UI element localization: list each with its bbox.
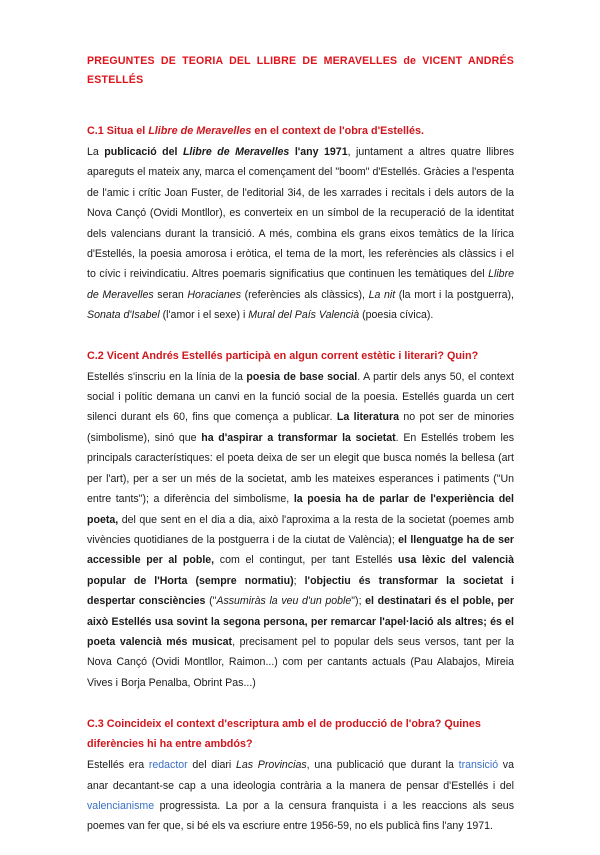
q3-text: , una publicació que durant la bbox=[306, 759, 459, 772]
question-2-answer bbox=[87, 367, 514, 694]
question-1-answer bbox=[87, 142, 514, 326]
document-page bbox=[87, 52, 514, 855]
q1-italic: Sonata d'Isabel bbox=[87, 309, 160, 322]
q1-text: , juntament a altres quatre llibres apareguts el mateix any, marca el començament del "boom" d'Estellés. Gràcies a l'espenta de l'amic i crític Joan Fuster, de l'editorial 3i4, de les xarrades i recitals i dels autors de la Nova Cançó (Ovidi Montllor), es converteix en un símbol de la recuperació de la identitat dels valencians durant la transició. A més, combina els grans eixos temàtics de la lírica d'Estellés, la poesia amorosa i eròtica, el tema de la mort, les referències als clàssics i el to cívic i reivindicatiu. Altres poemaris significatius que continuen les temàtiques del bbox=[87, 146, 515, 281]
document-title: PREGUNTES DE TEORIA DEL LLIBRE DE MERAVELLES de VICENT ANDRÉS ESTELLÉS bbox=[87, 55, 514, 86]
q1-italic: Mural del País Valencià bbox=[248, 309, 360, 322]
valencianisme-link[interactable]: valencianisme bbox=[87, 799, 155, 812]
q2-text: ; bbox=[293, 574, 305, 587]
q2-bold: usa lèxic del valencià popular de l'Horta (sempre normatiu) bbox=[87, 554, 514, 587]
q1-text: La bbox=[87, 146, 105, 158]
q2-bold: el llenguatge ha de ser accessible per al poble, bbox=[87, 533, 514, 567]
q2-text: Estellés s'inscriu en la línia de la bbox=[87, 370, 247, 383]
q2-text: . En Estellés trobem les principals característiques: el poeta deixa de ser un elegit que busca només la bellesa (art per l'art), per a ser un més de la societat, amb les mateixes esperances i patiments ("Un entre tants"); a diferència del simbolisme, bbox=[87, 431, 515, 506]
question-1-heading bbox=[87, 122, 514, 141]
q2-bold: la poesia ha de parlar de l'experiència del poeta, bbox=[87, 493, 515, 526]
redactor-link[interactable]: redactor bbox=[148, 759, 188, 772]
q2-bold: el destinatari és el poble, per això Estellés usa sovint la segona persona, per remarcar l'apel·lació als altres; és el poeta valencià més musicat bbox=[87, 595, 514, 648]
q1-text: (l'amor i el sexe) i bbox=[159, 309, 249, 322]
q1-italic: Llibre de Meravelles bbox=[87, 268, 514, 301]
q2-text: , precisament pel to popular dels seus versos, tant per la Nova Cançó (Ovidi Montllor, Raimon...) com per cantants actuals (Pau Alabajos, Mireia Vives i Borja Penalba, Obrint Pas...) bbox=[87, 635, 515, 689]
q1-heading-post: en el context de l'obra d'Estellés. bbox=[251, 125, 424, 137]
q1-text: (referències als clàssics), bbox=[241, 288, 369, 301]
question-2-heading: C.2 Vicent Andrés Estellés participà en algun corrent estètic i literari? Quin? bbox=[87, 349, 479, 362]
q1-italic: Horacianes bbox=[187, 288, 241, 301]
q1-text: (la mort i la postguerra), bbox=[395, 288, 514, 301]
q3-italic: Las Provincias bbox=[236, 759, 307, 772]
q1-text: (poesia cívica). bbox=[359, 309, 434, 322]
q1-bold: publicació del bbox=[104, 146, 183, 158]
q1-text: seran bbox=[153, 288, 188, 301]
question-3-heading: C.3 Coincideix el context d'escriptura amb el de producció de l'obra? Quines diferències hi ha entre ambdós? bbox=[87, 718, 481, 751]
q2-bold: La literatura bbox=[336, 411, 399, 424]
q2-text: "); bbox=[351, 595, 366, 608]
q3-text: Estellés era bbox=[87, 759, 149, 772]
q2-text: . A partir dels anys 50, el context social i polític demana un canvi en la funció social de la poesia. Estellés guarda un cert silenci durant els 60, fins que comença a publicar. bbox=[87, 370, 514, 424]
q2-bold: poesia de base social bbox=[246, 370, 358, 383]
q1-heading-book-title: Llibre de Meravelles bbox=[148, 125, 252, 137]
q3-text: progressista. La por a la censura franquista i a les reaccions als seus poemes van fer que, si bé els va escriure entre 1956-59, no els publicà fins l'any 1971. bbox=[87, 799, 514, 833]
transicio-link[interactable]: transició bbox=[458, 759, 499, 772]
q1-bold-italic: Llibre de Meravelles bbox=[182, 146, 290, 158]
q2-bold: ha d'aspirar a transformar la societat bbox=[201, 431, 396, 444]
q2-text: com el contingut, per tant Estellés bbox=[214, 554, 399, 567]
q3-text: del diari bbox=[187, 759, 236, 772]
q1-heading-pre: C.1 Situa el bbox=[87, 125, 149, 137]
q3-text: va anar decantant-se cap a una ideologia contrària a la manera de pensar d'Estellés i del bbox=[87, 759, 514, 792]
question-3-answer bbox=[87, 755, 514, 837]
q1-bold: l'any 1971 bbox=[289, 146, 348, 158]
q1-italic: La nit bbox=[368, 288, 396, 301]
q2-text: del que sent en el dia a dia, això l'aproxima a la resta de la societat (poemes amb vivències quotidianes de la postguerra i de la ciutat de València); bbox=[87, 513, 514, 546]
q2-italic: Assumiràs la veu d'un poble bbox=[216, 595, 352, 608]
q2-text: no pot ser de minories (simbolisme), sinó que bbox=[87, 411, 515, 444]
q2-bold: l'objectiu és transformar la societat i despertar consciències bbox=[87, 574, 514, 608]
q2-text: (" bbox=[205, 595, 217, 608]
